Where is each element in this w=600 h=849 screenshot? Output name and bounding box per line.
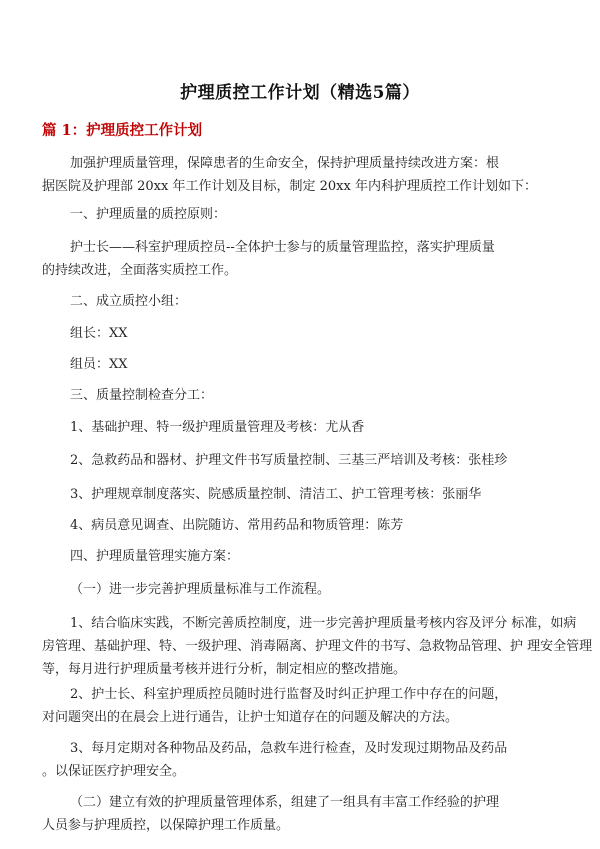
paragraph — [42, 384, 562, 407]
paragraph-line: （一）进一步完善护理质量标准与工作流程。 — [70, 582, 331, 597]
paragraph — [42, 416, 562, 439]
paragraph-line: 2、护士长、科室护理质控员随时进行监督及时纠正护理工作中存在的问题， — [70, 687, 508, 702]
paragraph — [42, 449, 562, 472]
paragraph — [42, 483, 562, 506]
paragraph-line: 据医院及护理部 20xx 年工作计划及目标，制定 20xx 年内科护理质控工作计划如下： — [42, 179, 537, 194]
paragraph — [42, 152, 562, 198]
paragraph-line: 3、护理规章制度落实、院感质量控制、清洁工、护工管理考核：张丽华 — [70, 487, 482, 502]
paragraph-line: 4、病员意见调查、出院随访、常用药品和物质管理：陈芳 — [70, 518, 404, 533]
paragraph — [42, 236, 562, 282]
paragraph — [42, 578, 562, 601]
paragraph-line: 对问题突出的在晨会上进行通告，让护士知道存在的问题及解决的方法。 — [42, 710, 459, 725]
paragraph-line: 加强护理质量管理，保障患者的生命安全，保持护理质量持续改进方案：根 — [70, 156, 500, 171]
paragraph-line: 的持续改进，全面落实质控工作。 — [42, 263, 238, 278]
paragraph-line: 等，每月进行护理质量考核并进行分析，制定相应的整改措施。 — [42, 662, 407, 677]
paragraph-line: 组长：XX — [70, 326, 128, 341]
document-title: 护理质控工作计划（精选5篇） — [180, 83, 420, 103]
paragraph — [42, 612, 593, 681]
paragraph-line: 。以保证医疗护理安全。 — [42, 764, 186, 779]
paragraph-line: 3、每月定期对各种物品及药品，急救车进行检查，及时发现过期物品及药品 — [70, 741, 508, 756]
paragraph — [42, 737, 562, 783]
paragraph — [42, 514, 562, 537]
paragraph-line: 四、护理质量管理实施方案： — [70, 549, 240, 564]
paragraph — [42, 203, 562, 226]
paragraph — [42, 683, 562, 729]
paragraph-line: （二）建立有效的护理质量管理体系，组建了一组具有丰富工作经验的护理 — [70, 795, 500, 810]
paragraph-line: 护士长——科室护理质控员--全体护士参与的质量管理监控，落实护理质量 — [70, 240, 495, 255]
paragraph — [42, 545, 562, 568]
paragraph-line: 二、成立质控小组： — [70, 294, 188, 309]
paragraph — [42, 322, 562, 345]
paragraph-line: 房管理、基础护理、特、一级护理、消毒隔离、护理文件的书写、急救物品管理、护 理安全管理 — [42, 639, 593, 654]
paragraph-line: 三、质量控制检查分工： — [70, 388, 214, 403]
paragraph-line: 人员参与护理质控，以保障护理工作质量。 — [42, 818, 290, 833]
paragraph-line: 一、护理质量的质控原则： — [70, 207, 227, 222]
paragraph-line: 2、急救药品和器材、护理文件书写质量控制、三基三严培训及考核：张桂珍 — [70, 453, 508, 468]
paragraph — [42, 290, 562, 313]
paragraph-line: 组员：XX — [70, 357, 128, 372]
paragraph — [42, 791, 562, 837]
paragraph-line: 1、基础护理、特一级护理质量管理及考核：尤从香 — [70, 420, 365, 435]
paragraph-line: 1、结合临床实践，不断完善质控制度，进一步完善护理质量考核内容及评分 标准，如病 — [70, 616, 577, 631]
paragraph — [42, 353, 562, 376]
section-heading: 篇 1：护理质控工作计划 — [42, 122, 203, 139]
